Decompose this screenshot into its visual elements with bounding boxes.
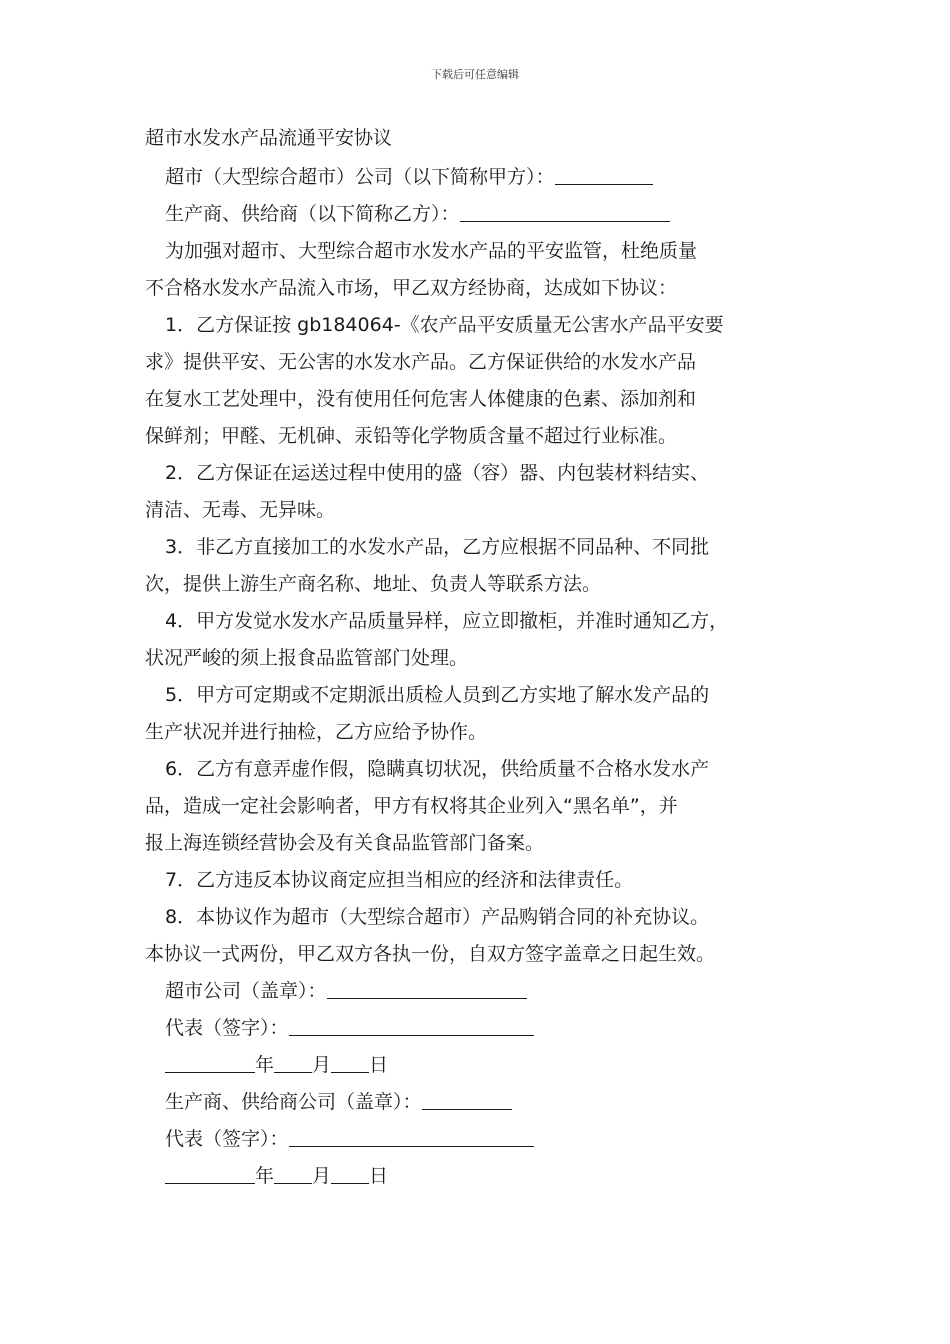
party-b-line: [145, 196, 825, 233]
representative-label: 代表（签字）：: [165, 1017, 289, 1039]
clause-line: 8．本协议作为超市（大型综合超市）产品购销合同的补充协议。: [165, 906, 710, 928]
preamble-line: 不合格水发水产品流入市场，甲乙双方经协商，达成如下协议：: [145, 277, 678, 299]
supermarket-date-row: [145, 1047, 825, 1084]
party-b-blank[interactable]: [460, 199, 670, 222]
clause-line: 本协议一式两份，甲乙双方各执一份，自双方签字盖章之日起生效。: [145, 943, 716, 965]
supplier-date-row: [145, 1158, 825, 1195]
clause-line: 4．甲方发觉水发水产品质量异样，应立即撤柜，并准时通知乙方，: [165, 610, 729, 632]
clause-line: 保鲜剂；甲醛、无机砷、汞铅等化学物质含量不超过行业标准。: [145, 425, 678, 447]
year-blank[interactable]: [165, 1050, 255, 1073]
party-b-label: 生产商、供给商（以下简称乙方）：: [165, 203, 460, 225]
clause-line: 状况严峻的须上报食品监管部门处理。: [145, 647, 469, 669]
agreement-document: [145, 120, 825, 1195]
clause-line: 报上海连锁经营协会及有关食品监管部门备案。: [145, 832, 545, 854]
clause-line: 次，提供上游生产商名称、地址、负责人等联系方法。: [145, 573, 602, 595]
supermarket-seal-label: 超市公司（盖章）：: [165, 980, 327, 1002]
supermarket-seal-blank[interactable]: [327, 976, 527, 999]
supplier-representative-blank[interactable]: [289, 1124, 534, 1147]
clause-line: 5．甲方可定期或不定期派出质检人员到乙方实地了解水发产品的: [165, 684, 710, 706]
day-blank[interactable]: [331, 1050, 369, 1073]
clause-line: 2．乙方保证在运送过程中使用的盛（容）器、内包装材料结实、: [165, 462, 710, 484]
clause-line: 清洁、无毒、无异味。: [145, 499, 336, 521]
header-note: 下载后可任意编辑: [431, 68, 519, 81]
supermarket-representative-blank[interactable]: [289, 1013, 534, 1036]
document-title: 超市水发水产品流通平安协议: [145, 127, 393, 149]
year-blank[interactable]: [165, 1161, 255, 1184]
clause-line: 在复水工艺处理中，没有使用任何危害人体健康的色素、添加剂和: [145, 388, 697, 410]
day-blank[interactable]: [331, 1161, 369, 1184]
clause-line: 生产状况并进行抽检，乙方应给予协作。: [145, 721, 488, 743]
year-label: 年: [255, 1165, 275, 1187]
clause-line: 6．乙方有意弄虚作假，隐瞒真切状况，供给质量不合格水发水产: [165, 758, 710, 780]
supermarket-representative-row: [145, 1010, 825, 1047]
party-a-label: 超市（大型综合超市）公司（以下简称甲方）：: [165, 166, 555, 188]
supplier-seal-label: 生产商、供给商公司（盖章）：: [165, 1091, 422, 1113]
clause-line: 3．非乙方直接加工的水发水产品，乙方应根据不同品种、不同批: [165, 536, 710, 558]
month-label: 月: [312, 1165, 332, 1187]
month-blank[interactable]: [274, 1161, 312, 1184]
supplier-representative-row: [145, 1121, 825, 1158]
year-label: 年: [255, 1054, 275, 1076]
supplier-seal-blank[interactable]: [422, 1087, 512, 1110]
day-label: 日: [369, 1054, 389, 1076]
day-label: 日: [369, 1165, 389, 1187]
clause-line: 品，造成一定社会影响者，甲方有权将其企业列入“黑名单”，并: [145, 795, 678, 817]
party-a-line: [145, 159, 825, 196]
clause-line: 1．乙方保证按 gb184064-《农产品平安质量无公害水产品平安要: [165, 314, 724, 336]
representative-label: 代表（签字）：: [165, 1128, 289, 1150]
month-blank[interactable]: [274, 1050, 312, 1073]
supermarket-seal-row: [145, 973, 825, 1010]
supplier-seal-row: [145, 1084, 825, 1121]
clause-line: 求》提供平安、无公害的水发水产品。乙方保证供给的水发水产品: [145, 351, 697, 373]
party-a-blank[interactable]: [555, 162, 653, 185]
clause-line: 7．乙方违反本协议商定应担当相应的经济和法律责任。: [165, 869, 634, 891]
preamble-line: 为加强对超市、大型综合超市水发水产品的平安监管，杜绝质量: [165, 240, 698, 262]
month-label: 月: [312, 1054, 332, 1076]
